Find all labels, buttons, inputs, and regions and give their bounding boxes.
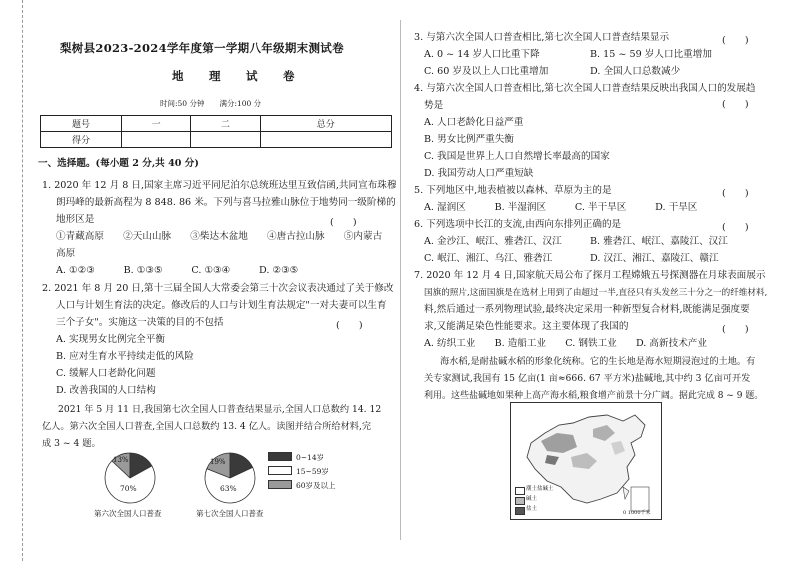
score-table-cell: 总分 xyxy=(260,116,392,132)
pie-label: 63% xyxy=(220,484,237,493)
option-text: A. ①②③ B. ①③⑤ C. ①③④ D. ②③⑤ xyxy=(56,265,299,276)
option-text: 高原 xyxy=(56,248,76,259)
column-divider xyxy=(400,20,401,540)
score-table-cell[interactable] xyxy=(122,132,191,148)
exam-title: 梨树县2023-2024学年度第一学期八年级期末测试卷 xyxy=(60,41,344,55)
question-text: 7. 2020 年 12 月 4 日,国家航天局公布了探月工程嫦娥五号探测器在月球表面展示 xyxy=(414,270,766,281)
score-table-cell: 得分 xyxy=(41,132,122,148)
map-legend-swatch xyxy=(515,507,525,515)
option-text: D. 汉江、湘江、嘉陵江、赣江 xyxy=(590,253,719,264)
answer-bracket[interactable]: ( ) xyxy=(722,99,749,110)
exam-meta: 时间:50 分钟 满分:100 分 xyxy=(160,99,262,108)
answer-bracket[interactable]: ( ) xyxy=(722,35,749,46)
score-table-cell[interactable] xyxy=(260,132,392,148)
option-text: A. 0 ~ 14 岁人口比重下降 xyxy=(424,49,540,60)
question-text: 人口与计划生育法的决定。修改后的人口与计划生育法规定"一对夫妻可以生育 xyxy=(56,300,387,311)
option-text: C. 我国是世界上人口自然增长率最高的国家 xyxy=(424,151,610,162)
option-text: B. 15 ~ 59 岁人口比重增加 xyxy=(590,49,712,60)
china-map-figure xyxy=(510,402,662,520)
option-text: D. 全国人口总数减少 xyxy=(590,66,681,77)
question-text: 料,然后通过一系列物理试验,最终决定采用一种新型复合材料,既能满足强度要 xyxy=(424,304,750,315)
pie-chart-seventh-census xyxy=(200,450,260,506)
material-text: 亿人。第六次全国人口普查,全国人口总数约 13. 4 亿人。读图并结合所给材料,完 xyxy=(42,421,372,432)
map-legend-label: 盐土 xyxy=(526,506,538,512)
option-text: B. 雅砻江、岷江、嘉陵江、汉江 xyxy=(590,236,728,247)
question-text: 三个子女"。实施这一决策的目的不包括 xyxy=(56,317,224,328)
question-text: 求,又能满足染色性能要求。这主要体现了我国的 xyxy=(424,321,629,332)
pie-label: 70% xyxy=(120,484,137,493)
legend-label: 0~14岁 xyxy=(296,453,325,462)
option-text: B. 应对生育水平持续走低的风险 xyxy=(56,351,194,362)
answer-bracket[interactable]: ( ) xyxy=(336,320,363,331)
score-table-cell: 二 xyxy=(191,116,260,132)
pie-label: 13% xyxy=(113,456,129,464)
option-text: ①青藏高原 ②天山山脉 ③柴达木盆地 ④唐古拉山脉 ⑤内蒙古 xyxy=(56,231,383,242)
option-text: A. 纺织工业 B. 造船工业 C. 钢铁工业 D. 高新技术产业 xyxy=(424,338,707,349)
pie-chart-sixth-census xyxy=(100,450,160,506)
option-text: D. 改善我国的人口结构 xyxy=(56,385,156,396)
option-text: A. 湿润区 B. 半湿润区 C. 半干旱区 D. 干旱区 xyxy=(424,202,698,213)
answer-bracket[interactable]: ( ) xyxy=(722,324,749,335)
material-text: 利用。这些盐碱地如果种上高产海水稻,粮食增产前景十分广阔。据此完成 8 ~ 9 题。 xyxy=(424,391,764,401)
binding-line xyxy=(22,0,24,561)
legend-swatch xyxy=(268,452,292,461)
question-text: 朗玛峰的最新高程为 8 848. 86 米。下列与喜马拉雅山脉位于地势同一级阶梯的 xyxy=(56,197,396,208)
option-text: A. 人口老龄化日益严重 xyxy=(424,117,524,128)
question-text: 2. 2021 年 8 月 20 日,第十三届全国人大常委会第三十次会议表决通过了关于修改 xyxy=(42,283,394,294)
material-text: 2021 年 5 月 11 日,我国第七次全国人口普查结果显示,全国人口总数约 14. 12 xyxy=(58,404,382,415)
material-text: 成 3 ~ 4 题。 xyxy=(42,438,101,449)
answer-bracket[interactable]: ( ) xyxy=(722,222,749,233)
legend-swatch xyxy=(268,466,292,475)
legend-label: 60岁及以上 xyxy=(296,481,336,490)
option-text: A. 金沙江、岷江、雅砻江、汉江 xyxy=(424,236,562,247)
map-scale: 0 1000千米 xyxy=(623,510,651,516)
option-text: B. 男女比例严重失衡 xyxy=(424,134,514,145)
section-heading: 一、选择题。(每小题 2 分,共 40 分) xyxy=(38,158,199,169)
score-table xyxy=(40,115,392,148)
legend-label: 15~59岁 xyxy=(296,467,329,476)
question-text: 6. 下列选项中长江的支流,由西向东排列正确的是 xyxy=(414,219,622,230)
legend-swatch xyxy=(268,480,292,489)
question-text: 4. 与第六次全国人口普查相比,第七次全国人口普查结果反映出我国人口的发展趋 xyxy=(414,83,756,94)
score-table-cell: 题号 xyxy=(41,116,122,132)
map-legend-label: 碱土 xyxy=(526,496,538,502)
material-text: 关专家测试,我国有 15 亿亩(1 亩≈666. 67 平方米)盐碱地,其中约 3 亿亩可开发 xyxy=(424,373,751,384)
option-text: C. 缓解人口老龄化问题 xyxy=(56,368,156,379)
pie-label: 19% xyxy=(210,458,226,466)
question-text: 势是 xyxy=(424,100,444,111)
option-text: C. 岷江、湘江、乌江、雅砻江 xyxy=(424,253,553,264)
question-text: 国旗的照片,这面国旗是在选材上用到了由超过一半,直径只有头发丝三十分之一的纤维材料, xyxy=(424,288,768,298)
subject-title: 地 理 试 卷 xyxy=(172,69,302,83)
question-text: 地形区是 xyxy=(56,214,95,225)
score-table-cell: 一 xyxy=(122,116,191,132)
pie-caption: 第六次全国人口普查 xyxy=(94,509,162,518)
answer-bracket[interactable]: ( ) xyxy=(330,217,357,228)
option-text: A. 实现男女比例完全平衡 xyxy=(56,334,165,345)
option-text: D. 我国劳动人口严重短缺 xyxy=(424,168,534,179)
map-legend-label: 潮土盐碱土 xyxy=(526,486,554,492)
question-text: 3. 与第六次全国人口普查相比,第七次全国人口普查结果显示 xyxy=(414,32,670,43)
map-legend-swatch xyxy=(515,497,525,505)
option-text: C. 60 岁及以上人口比重增加 xyxy=(424,66,549,77)
score-table-cell[interactable] xyxy=(191,132,260,148)
map-legend-swatch xyxy=(515,487,525,495)
question-text: 1. 2020 年 12 月 8 日,国家主席习近平同尼泊尔总统班达里互致信函,共同宣布珠穆 xyxy=(42,180,397,191)
answer-bracket[interactable]: ( ) xyxy=(722,188,749,199)
material-text: 海水稻,是耐盐碱水稻的形象化统称。它的生长地是海水短期浸泡过的土地。有 xyxy=(440,356,756,367)
question-text: 5. 下列地区中,地表植被以森林、草原为主的是 xyxy=(414,185,612,196)
pie-caption: 第七次全国人口普查 xyxy=(196,509,264,518)
